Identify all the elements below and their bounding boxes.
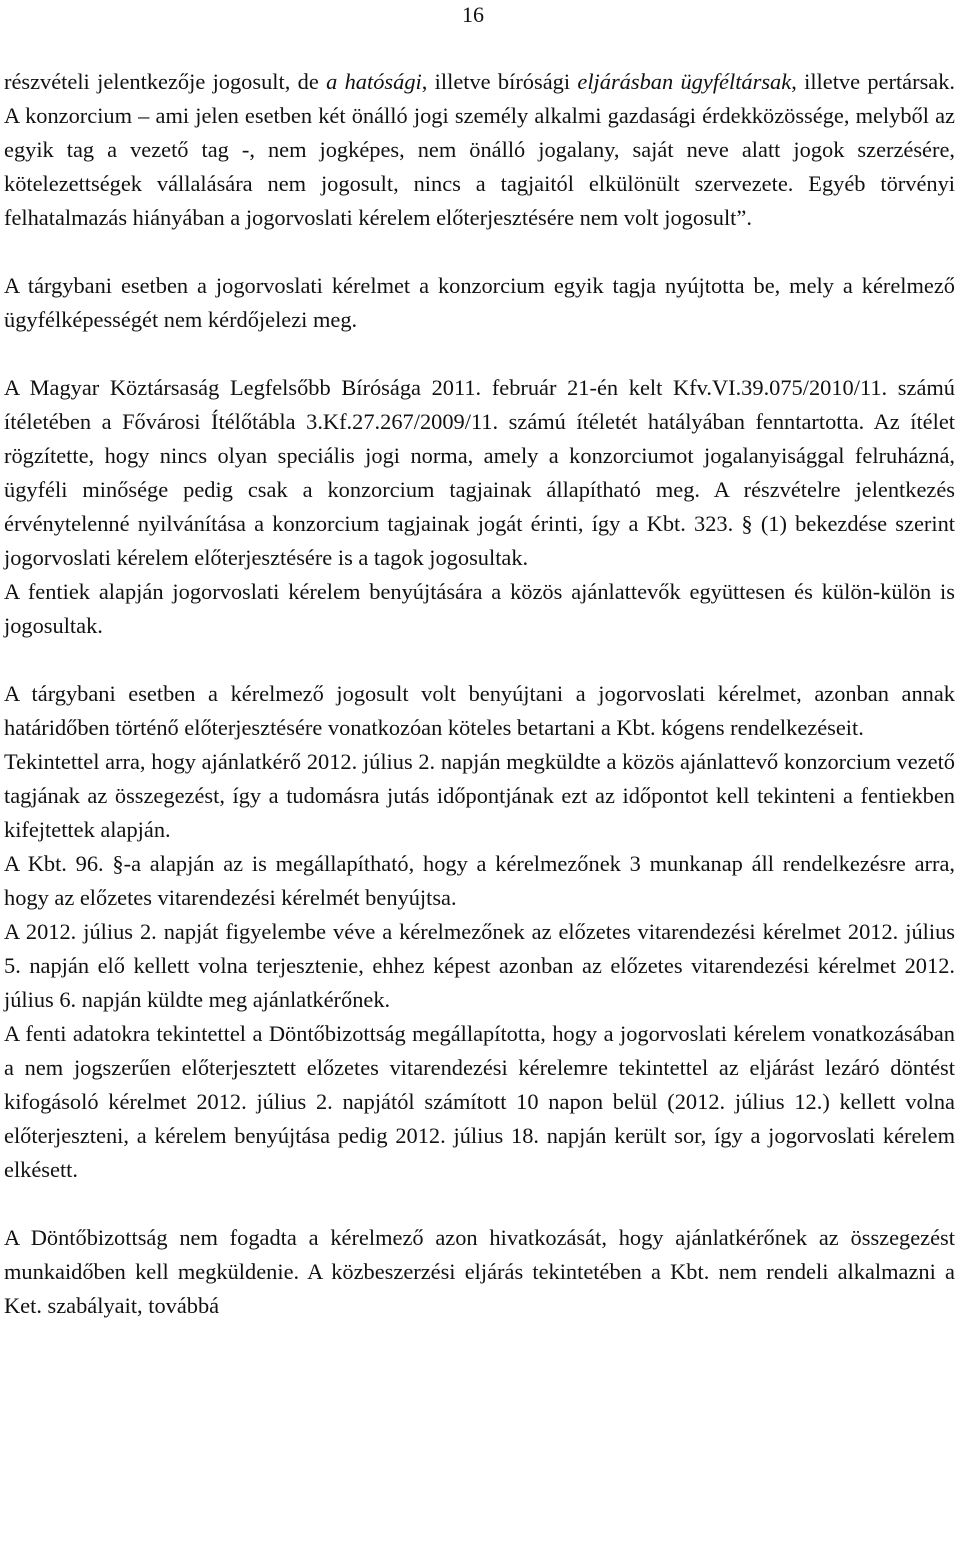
text-segment: részvételi jelentkezője jogosult, de: [4, 69, 327, 94]
paragraph-5: A tárgybani esetben a kérelmező jogosult volt benyújtani a jogorvoslati kérelmet, azonban annak határidőben történő előterjesztésére vonatkozóan köteles betartani a Kbt. kógens rendelkezéseit.: [4, 681, 955, 740]
paragraph-9: A fenti adatokra tekintettel a Döntőbizottság megállapította, hogy a jogorvoslati kérelem vonatkozásában a nem jogszerűen előterjesztett előzetes vitarendezési kérelemre tekintettel az eljárást lezáró döntést kifogásoló kérelmet 2012. július 2. napjától számított 10 napon belül (2012. július 12.) kellett volna előterjeszteni, a kérelem benyújtása pedig 2012. július 18. napján került sor, így a jogorvoslati kérelem elkésett.: [4, 1021, 955, 1182]
paragraph-3: A Magyar Köztársaság Legfelsőbb Bírósága 2011. február 21-én kelt Kfv.VI.39.075/2010/11. számú ítéletében a Fővárosi Ítélőtábla 3.Kf.27.267/2009/11. számú ítéletét hatályában fenntartotta. Az ítélet rögzítette, hogy nincs olyan speciális jogi norma, amely a konzorciumot jogalanyisággal felruházná, ügyféli minősége pedig csak a konzorcium tagjainak állapítható meg. A részvételre jelentkezés érvénytelenné nyilvánítása a konzorcium tagjainak jogát érinti, így a Kbt. 323. § (1) bekezdése szerint jogorvoslati kérelem előterjesztésére is a tagok jogosultak.: [4, 375, 955, 570]
paragraph-2: A tárgybani esetben a jogorvoslati kérelmet a konzorcium egyik tagja nyújtotta be, mely a kérelmező ügyfélképességét nem kérdőjelezi meg.: [4, 273, 955, 332]
page-number: 16: [462, 2, 484, 27]
document-body: [4, 65, 955, 1323]
paragraph-7: A Kbt. 96. §-a alapján az is megállapítható, hogy a kérelmezőnek 3 munkanap áll rendelkezésre arra, hogy az előzetes vitarendezési kérelmét benyújtsa.: [4, 851, 955, 910]
italic-segment: eljárásban ügyféltársak: [577, 69, 792, 94]
paragraph-4: A fentiek alapján jogorvoslati kérelem benyújtására a közös ajánlattevők együttesen és külön-külön is jogosultak.: [4, 579, 955, 638]
text-segment: , illetve pertársak. A konzorcium – ami jelen esetben két önálló jogi személy alkalmi gazdasági érdekközössége, melyből az egyik tag a vezető tag -, nem jogképes, nem önálló jogalany, saját neve alatt jogok szerzésére, kötelezettségek vállalására nem jogosult, nincs a tagjaitól elkülönült szervezete. Egyéb törvényi felhatalmazás hiányában a jogorvoslati kérelem előterjesztésére nem volt jogosult”.: [4, 69, 956, 230]
italic-segment: a hatósági: [326, 69, 422, 94]
paragraph-8: A 2012. július 2. napját figyelembe véve a kérelmezőnek az előzetes vitarendezési kérelmet 2012. július 5. napján elő kellett volna terjesztenie, ehhez képest azonban az előzetes vitarendezési kérelmet 2012. július 6. napján küldte meg ajánlatkérőnek.: [4, 919, 955, 1012]
paragraph-6: Tekintettel arra, hogy ajánlatkérő 2012. július 2. napján megküldte a közös ajánlattevő konzorcium vezető tagjának az összegezést, így a tudomásra jutás időpontjának ezt az időpontot kell tekinteni a fentiekben kifejtettek alapján.: [4, 749, 955, 842]
text-segment: , illetve bírósági: [421, 69, 578, 94]
paragraph-10: A Döntőbizottság nem fogadta a kérelmező azon hivatkozását, hogy ajánlatkérőnek az összegezést munkaidőben kell megküldenie. A közbeszerzési eljárás tekintetében a Kbt. nem rendeli alkalmazni a Ket. szabályait, továbbá: [4, 1225, 955, 1318]
paragraph-1: [4, 65, 955, 235]
